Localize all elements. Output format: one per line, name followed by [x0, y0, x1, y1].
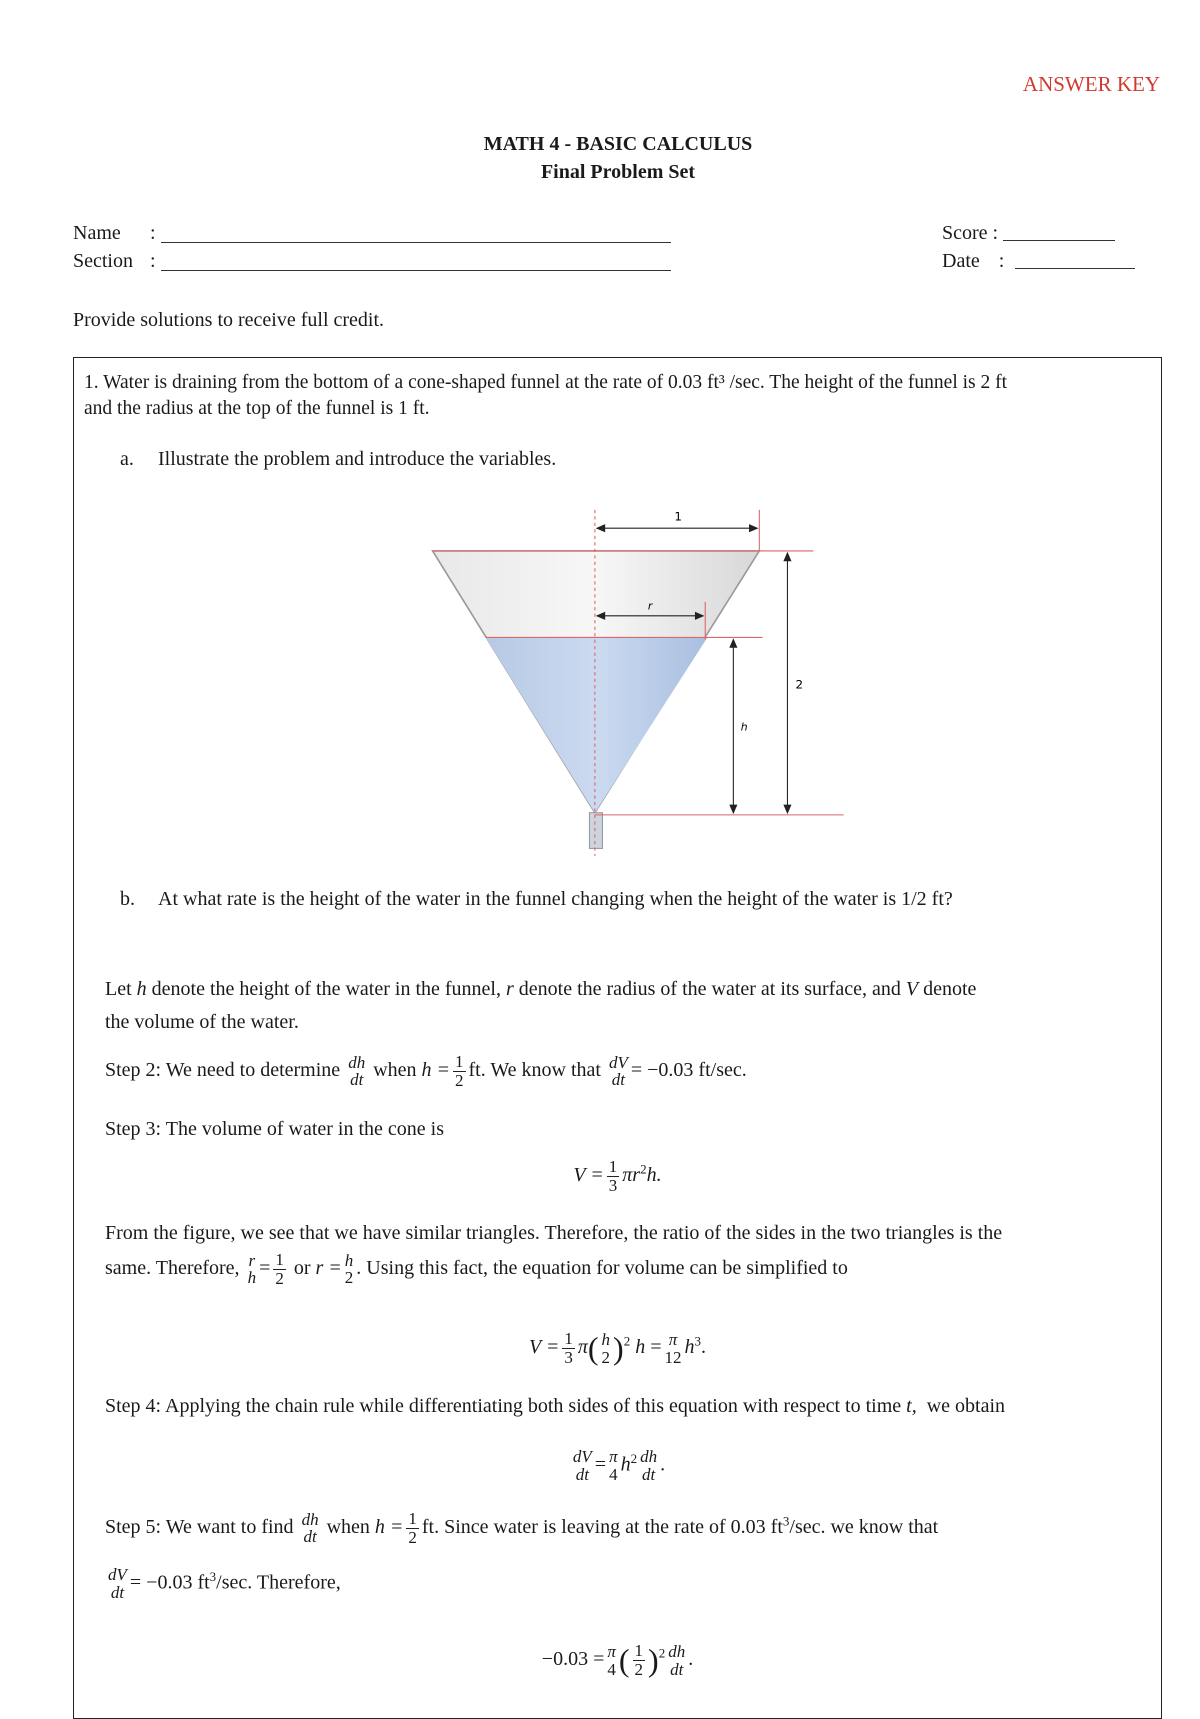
math-token: π — [607, 1641, 616, 1661]
math-token: or — [293, 1256, 311, 1279]
math-token: πr — [622, 1163, 641, 1186]
name-line[interactable] — [161, 226, 671, 243]
let-statement — [105, 978, 976, 1001]
math-token: dh — [640, 1447, 658, 1466]
problem-set-subtitle: Final Problem Set — [540, 161, 696, 183]
math-token: 2 — [634, 1660, 644, 1679]
math-token: 3 — [694, 1333, 701, 1349]
math-token: 3 — [608, 1175, 618, 1195]
math-token: h. — [646, 1163, 662, 1186]
math-token: when — [326, 1515, 370, 1538]
funnel-spout — [589, 813, 602, 849]
date-label: Date — [942, 250, 980, 272]
math-token: dh — [668, 1641, 686, 1661]
name-field[interactable] — [73, 222, 156, 245]
math-token: dh — [301, 1509, 319, 1529]
math-token: 1 — [634, 1641, 644, 1661]
math-token: = −0.03 ft — [129, 1571, 210, 1594]
simplified-volume-formula: V = $\frac{1}{3}$ π( h 2 )$^2$ h = π 12 $h^3$. — [529, 1329, 706, 1367]
colon: : — [150, 250, 156, 272]
funnel-diagram — [413, 499, 846, 856]
math-token: 2 — [640, 1161, 647, 1177]
math-token: dV — [608, 1052, 628, 1072]
section-label: Section — [73, 250, 133, 272]
math-token: /sec. Therefore, — [216, 1571, 341, 1594]
course-title: MATH 4 - BASIC CALCULUS — [483, 133, 753, 155]
section-line[interactable] — [161, 254, 671, 271]
math-token: dV — [108, 1565, 127, 1584]
score-label: Score : — [942, 222, 999, 244]
math-token: denote the radius of the water at its surface, and — [518, 978, 901, 1000]
math-token: 12 — [664, 1347, 682, 1367]
math-token: dt — [303, 1527, 317, 1547]
math-token: dt — [575, 1464, 589, 1484]
math-token: h — [601, 1329, 611, 1349]
math-token: Step 2: We need to determine — [105, 1058, 341, 1081]
math-token: . Using this fact, the equation for volume can be simplified to — [356, 1256, 848, 1279]
math-token: r — [248, 1250, 256, 1270]
math-token: h — [620, 1453, 631, 1476]
math-token: V — [905, 978, 919, 1000]
math-token: dh — [348, 1052, 366, 1072]
date-line[interactable] — [1015, 252, 1135, 269]
math-token: = — [594, 1453, 607, 1476]
instructions: Provide solutions to receive full credit. — [73, 309, 385, 331]
math-token: Step 4: Applying the chain rule while differentiating both sides of this equation with respect to time — [105, 1395, 902, 1417]
math-token: h — [635, 1336, 646, 1359]
math-token: 1 — [564, 1329, 573, 1349]
math-token: 1 — [608, 1157, 618, 1176]
math-token: ft. We know that — [468, 1058, 601, 1081]
score-field[interactable] — [942, 222, 1115, 245]
math-token: 3 — [209, 1568, 217, 1584]
math-token: h — [247, 1268, 257, 1288]
math-token: denote — [923, 978, 977, 1000]
math-token: 1 — [408, 1509, 417, 1528]
math-token: t, — [906, 1395, 917, 1417]
date-field[interactable] — [942, 250, 1135, 273]
step-3: Step 3: The volume of water in the cone is — [105, 1118, 444, 1140]
ratio-statement — [105, 1251, 848, 1288]
math-token: dt — [611, 1070, 626, 1090]
math-token: 4 — [607, 1659, 616, 1679]
math-token: dt — [670, 1659, 684, 1679]
math-token: denote the height of the water in the funnel, — [151, 978, 501, 1000]
water-volume — [486, 637, 708, 812]
math-token: h — [136, 978, 147, 1000]
height-var-label: h — [740, 720, 748, 734]
math-token: = — [259, 1256, 271, 1279]
math-token: 2 — [408, 1527, 417, 1547]
problem-statement-line2: and the radius at the top of the funnel is 1 ft. — [84, 398, 430, 419]
math-token: π — [668, 1329, 678, 1349]
math-token: h = — [374, 1515, 404, 1538]
math-token: dt — [110, 1582, 125, 1602]
answer-key-label: ANSWER KEY — [1022, 72, 1160, 96]
math-token: = — [650, 1336, 662, 1359]
math-token: we obtain — [926, 1395, 1006, 1417]
math-token: π — [609, 1447, 618, 1466]
math-token: h = — [421, 1058, 451, 1081]
math-token: when — [373, 1058, 417, 1081]
problem-statement-line1: 1. Water is draining from the bottom of a cone-shaped funnel at the rate of 0.03 ft³ /sec. The height of the funnel is 2 ft — [84, 372, 1008, 393]
name-label: Name — [73, 222, 121, 244]
math-token: Let — [105, 978, 132, 1000]
math-token: V = — [529, 1336, 560, 1359]
math-token: −0.03 = — [541, 1648, 605, 1671]
math-token: 3 — [564, 1348, 573, 1367]
colon: : — [150, 222, 156, 244]
math-token: = −0.03 ft/sec. — [630, 1058, 747, 1081]
substituted-equation: −0.03 = π 4 ( $\frac{1}{2}$ )$^2$ dh dt . — [541, 1641, 694, 1679]
part-a-text: Illustrate the problem and introduce the variables. — [158, 448, 557, 470]
let-statement-cont: the volume of the water. — [105, 1011, 299, 1033]
math-token: 2 — [630, 1450, 638, 1466]
math-token: /sec. we know that — [789, 1515, 939, 1538]
part-b-text: At what rate is the height of the water in the funnel changing when the height of the water is 1/2 ft? — [158, 888, 953, 910]
step-2 — [105, 1053, 747, 1090]
section-field[interactable] — [73, 250, 156, 273]
math-token: 2 — [623, 1333, 631, 1349]
math-token: 1 — [455, 1052, 464, 1071]
math-token: ft. Since water is leaving at the rate of 0.03 ft — [421, 1515, 783, 1538]
total-height-label: 2 — [795, 677, 804, 692]
math-token: 4 — [609, 1464, 618, 1484]
part-a-label: a. — [120, 448, 134, 470]
math-token: r — [505, 978, 514, 1000]
math-token: 3 — [782, 1513, 790, 1529]
math-token: same. Therefore, — [105, 1256, 240, 1279]
math-token: 2 — [455, 1070, 464, 1090]
math-token: 2 — [344, 1268, 354, 1288]
math-token: dV — [572, 1447, 592, 1466]
radius-var-label: r — [647, 599, 653, 613]
math-token: h — [344, 1250, 354, 1270]
derivative-formula: dV dt = π 4 $h^2$ dh dt . — [572, 1447, 666, 1484]
math-token: Step 5: We want to find — [105, 1515, 294, 1538]
math-token: 2 — [601, 1347, 611, 1367]
math-token: dt — [641, 1464, 656, 1484]
step-5-cont — [105, 1566, 341, 1602]
math-token: 2 — [275, 1268, 284, 1288]
math-token: π — [577, 1336, 588, 1359]
math-token: V = — [573, 1163, 604, 1186]
step-4 — [105, 1395, 1005, 1418]
colon: : — [998, 250, 1005, 272]
math-token: h — [684, 1336, 695, 1359]
score-line[interactable] — [1003, 224, 1115, 241]
similar-triangles-text: From the figure, we see that we have similar triangles. Therefore, the ratio of the sides in the two triangles is the — [105, 1222, 1003, 1244]
math-token: r = — [315, 1256, 342, 1279]
step-5 — [105, 1510, 938, 1547]
top-radius-label: 1 — [674, 509, 682, 524]
math-token: 1 — [275, 1250, 284, 1269]
problem-box — [73, 357, 1162, 1719]
math-token: dt — [350, 1070, 364, 1090]
part-b-label: b. — [120, 888, 135, 910]
math-token: 2 — [658, 1645, 666, 1661]
volume-formula — [74, 1158, 1161, 1195]
